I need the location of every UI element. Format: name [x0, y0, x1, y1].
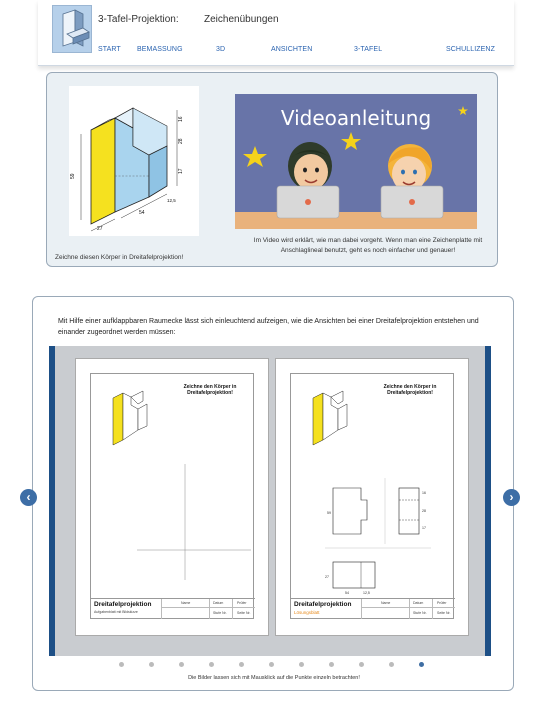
star-icon [243, 146, 267, 167]
title-block [291, 598, 455, 618]
check-label: Prüfer [237, 601, 247, 605]
nav-schullizenz[interactable]: SCHULLIZENZ [446, 46, 495, 53]
slider-border-right [485, 346, 491, 656]
slideshow-panel [32, 296, 514, 691]
intro-text: Mit Hilfe einer aufklappbaren Raumecke lässt sich einleuchtend aufzeigen, wie die Ansichten bei einer Dreitafelprojektion entstehen und einander zugeordnet werden müssen: [58, 318, 479, 336]
nav-ansichten[interactable]: ANSICHTEN [271, 46, 313, 53]
dim-depth: 27 [325, 575, 329, 579]
pagination-dot[interactable] [179, 662, 184, 667]
section-title: Zeichenübungen [204, 14, 279, 25]
class-label: Stufe Nr. [413, 611, 427, 615]
dim-mid: 28 [422, 509, 426, 513]
dim-top: 16 [422, 491, 426, 495]
dim-width: 54 [139, 210, 145, 216]
dim-width: 54 [345, 591, 349, 595]
exercise-caption: Zeichne diesen Körper in Dreitafelprojektion! [55, 254, 184, 261]
dim-mid: 28 [178, 138, 184, 144]
sheet-frame [290, 373, 454, 619]
pagination-dot[interactable] [389, 662, 394, 667]
title-block-subtitle: Aufgabenblatt mit Bildskizze [94, 610, 138, 614]
pagination-dot[interactable] [329, 662, 334, 667]
video-caption: Im Video wird erklärt, wie man dabei vorgeht. Wenn man eine Zeichenplatte mit Anschlaglineal benutzt, geht es noch einfacher und genauer! [253, 237, 483, 254]
star-icon [341, 132, 361, 150]
nav-3d[interactable]: 3D [216, 46, 226, 53]
title-block-divider [432, 599, 433, 619]
star-icon [458, 106, 468, 115]
check-label: Prüfer [437, 601, 447, 605]
title-block-heading: Dreitafelprojektion [94, 601, 152, 608]
worksheet-exercise [75, 358, 269, 636]
title-block-divider [161, 599, 162, 619]
name-label: Name [381, 601, 391, 605]
dim-low: 17 [422, 526, 426, 530]
page-label: Seite Nr. [237, 611, 251, 615]
pagination-caption: Die Bilder lassen sich mit Mausklick auf die Punkte einzeln betrachten! [188, 675, 360, 681]
exercise-panel [46, 72, 498, 267]
dim-step: 12,5 [363, 591, 370, 595]
slider-pagination [33, 662, 515, 670]
character-right-illustration [388, 144, 432, 192]
title-block-divider [361, 607, 455, 608]
site-header [38, 0, 514, 66]
page-label: Seite Nr. [437, 611, 451, 615]
date-label: Datum [413, 601, 424, 605]
chevron-right-icon[interactable]: › [503, 489, 520, 506]
solution-label: Lösungsblatt [294, 610, 320, 615]
dim-height: 59 [70, 173, 76, 179]
worksheet-solution [275, 358, 469, 636]
slider-border-left [49, 346, 55, 656]
dim-height: 59 [327, 511, 331, 515]
title-block-heading: Dreitafelprojektion [294, 601, 352, 608]
laptop-right-illustration [381, 186, 443, 218]
dim-top: 16 [178, 116, 184, 122]
chevron-left-icon[interactable]: ‹ [20, 489, 37, 506]
dim-low: 17 [178, 168, 184, 174]
title-block [91, 598, 255, 618]
sheet-title: Zeichne den Körper in Dreitafelprojektion! [183, 384, 237, 396]
title-block-divider [361, 599, 362, 619]
sheet-frame [90, 373, 254, 619]
pagination-dot[interactable] [149, 662, 154, 667]
site-title: 3-Tafel-Projektion: [98, 14, 179, 25]
character-left-illustration [288, 142, 332, 190]
pagination-dot[interactable] [239, 662, 244, 667]
title-block-divider [409, 599, 410, 619]
nav-bemassung[interactable]: BEMASSUNG [137, 46, 183, 53]
image-slider[interactable] [49, 346, 491, 656]
laptop-left-illustration [277, 186, 339, 218]
nav-3-tafel[interactable]: 3-TAFEL [354, 46, 383, 53]
title-block-divider [161, 607, 255, 608]
pagination-dot[interactable] [299, 662, 304, 667]
title-block-divider [232, 599, 233, 619]
date-label: Datum [213, 601, 224, 605]
isometric-drawing[interactable] [69, 86, 199, 236]
class-label: Stufe Nr. [213, 611, 227, 615]
dim-depth: 27 [97, 226, 103, 232]
title-block-divider [209, 599, 210, 619]
video-title: Videoanleitung [280, 106, 432, 130]
pagination-dot[interactable] [209, 662, 214, 667]
main-nav [38, 46, 514, 58]
name-label: Name [181, 601, 191, 605]
pagination-dot[interactable] [359, 662, 364, 667]
pagination-dot[interactable] [269, 662, 274, 667]
pagination-dot[interactable] [119, 662, 124, 667]
sheet-title: Zeichne den Körper in Dreitafelprojektion! [383, 384, 437, 396]
dim-step: 12,5 [167, 198, 176, 203]
video-thumbnail[interactable] [235, 94, 477, 229]
pagination-dot[interactable] [419, 662, 424, 667]
nav-start[interactable]: START [98, 46, 121, 53]
